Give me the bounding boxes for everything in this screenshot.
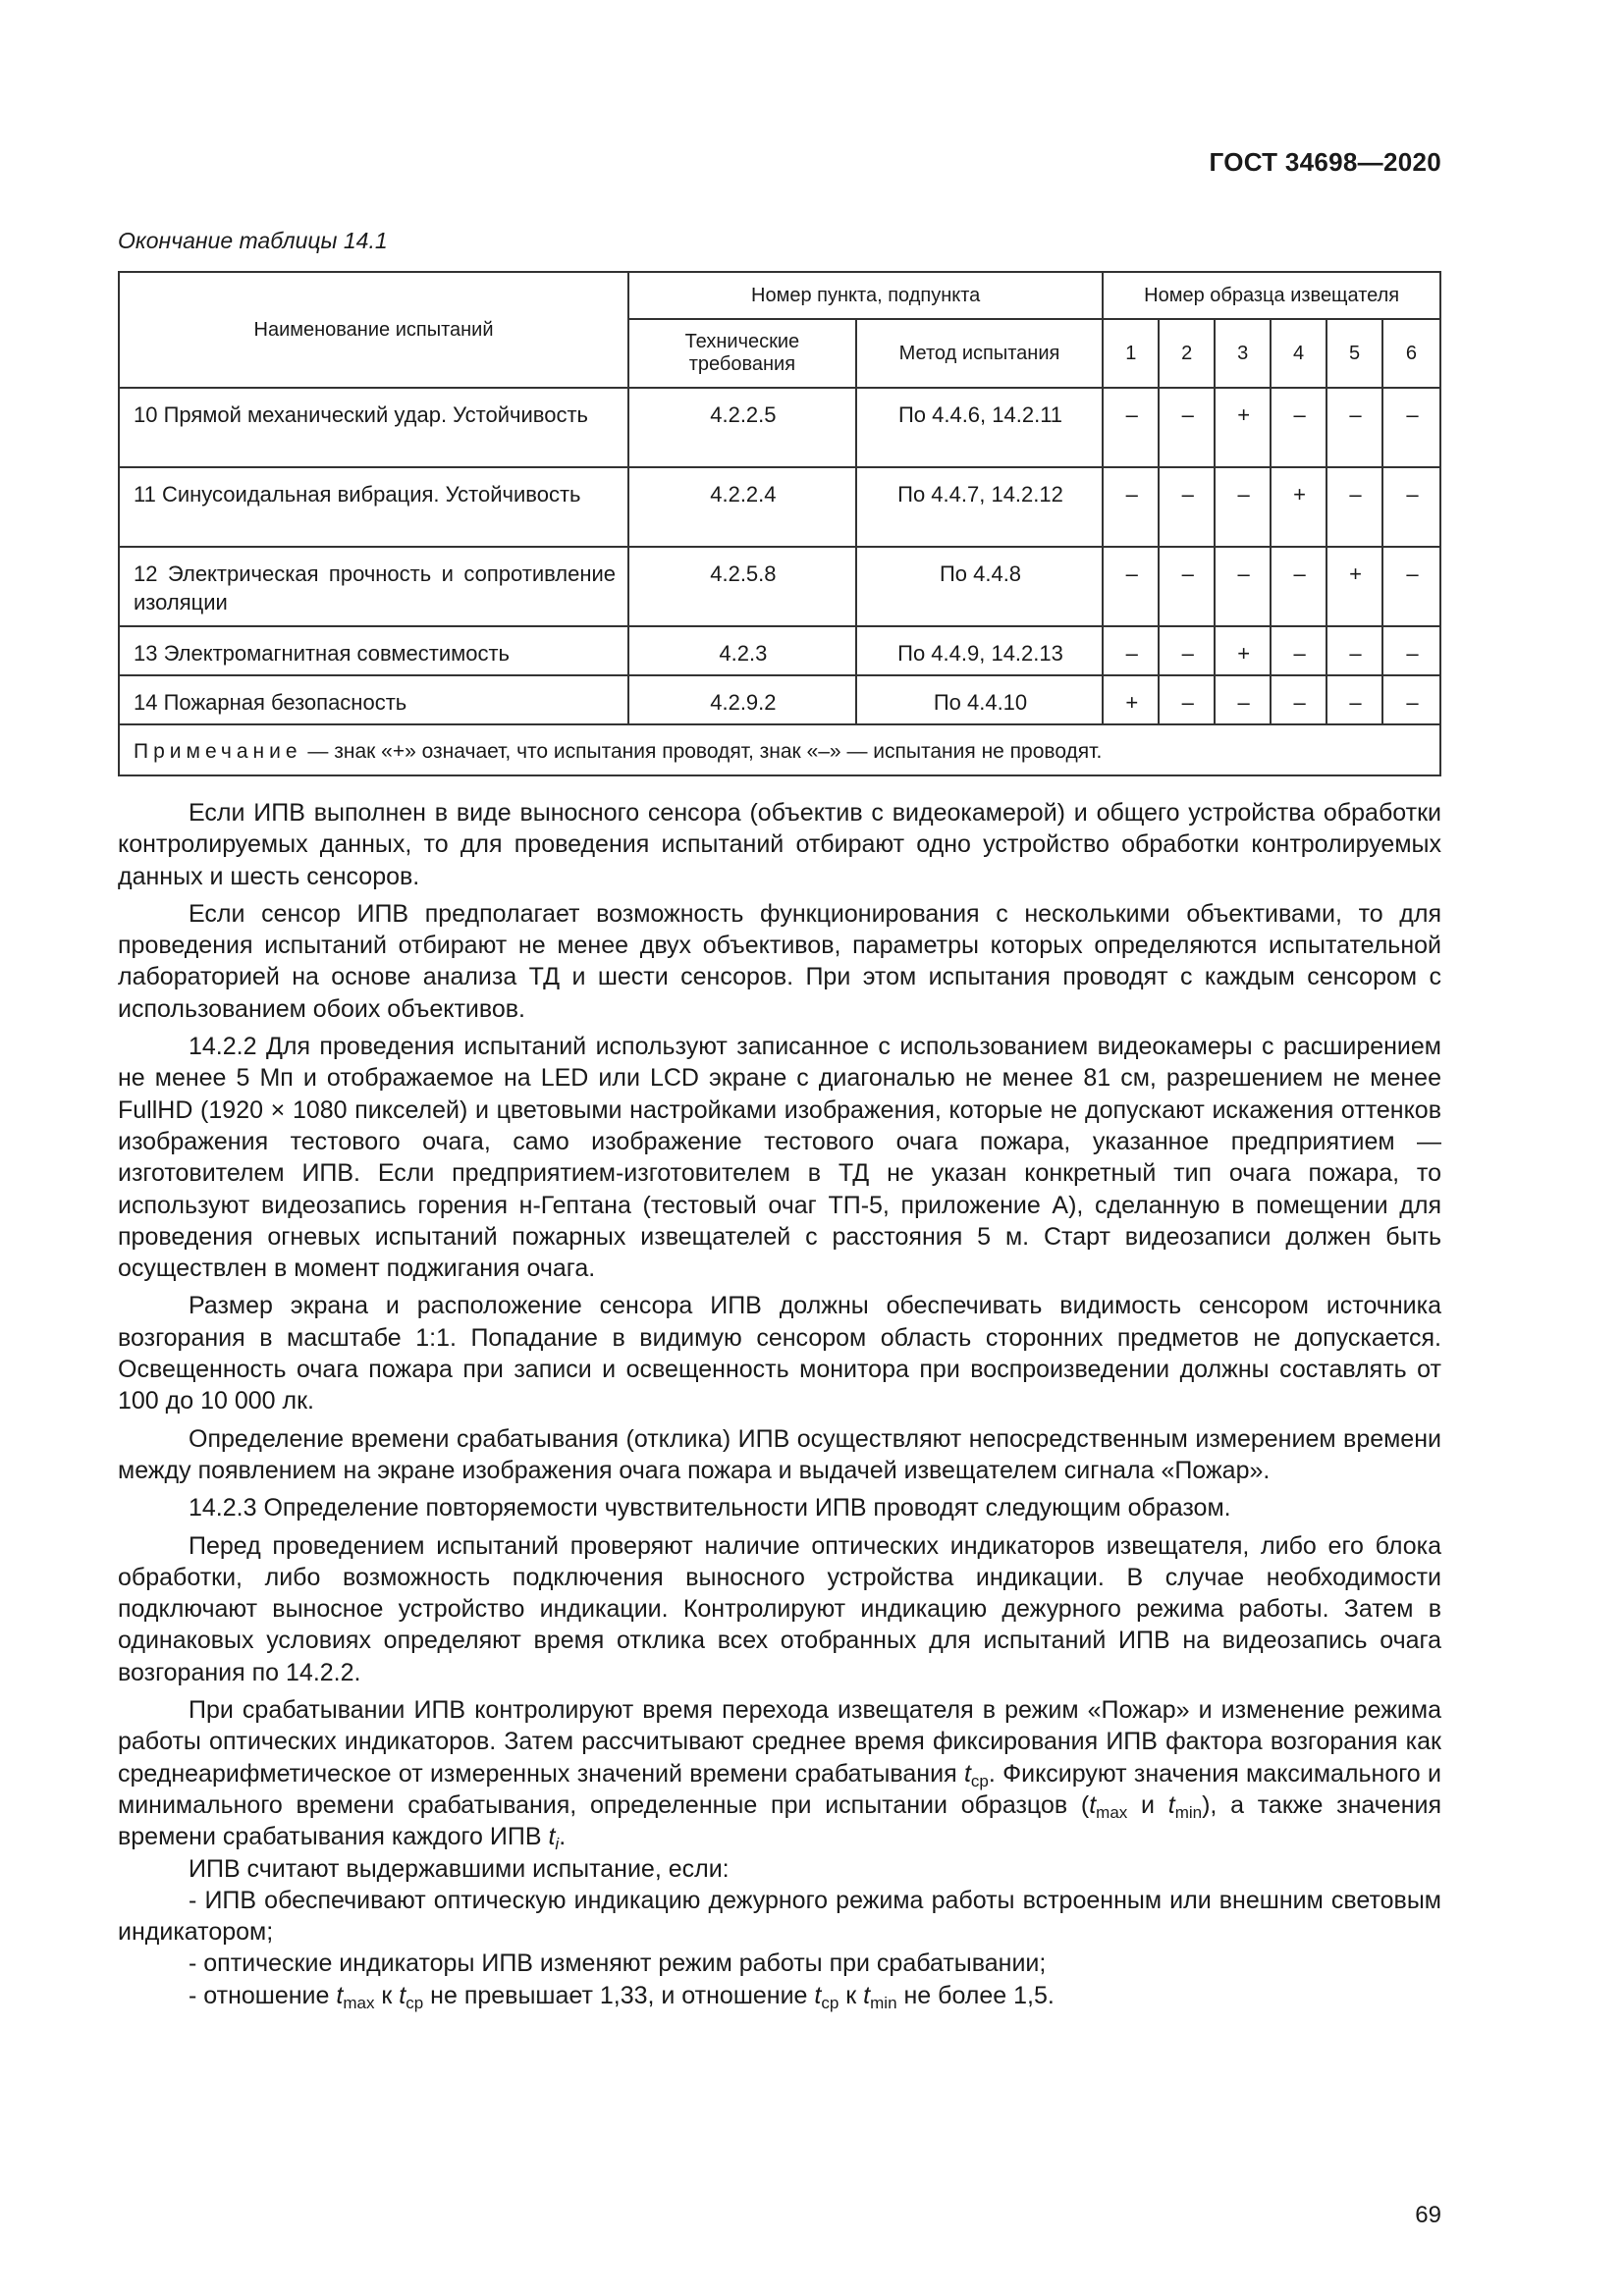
symbol-t: $t_{ср}$ xyxy=(399,1981,424,2012)
paragraph: Если ИПВ выполнен в виде выносного сенсора (объектив с видеокамерой) и общего устройства обработки контролируемых данных, то для проведения испытаний отбирают одно устройство обработки контролируемых данных и шесть сенсоров. xyxy=(118,799,1441,890)
sample-mark-cell: – xyxy=(1271,388,1326,467)
tech-requirements-cell: 4.2.2.5 xyxy=(628,388,856,467)
sample-mark-cell: + xyxy=(1215,626,1271,675)
test-method-cell: По 4.4.10 xyxy=(856,675,1104,724)
sample-mark-cell: – xyxy=(1159,388,1215,467)
col-group-samples-header: Номер образца извещателя xyxy=(1103,272,1440,319)
list-item: - ИПВ обеспечивают оптическую индикацию дежурного режима работы встроенным или внешним световым индикатором; xyxy=(118,1886,1441,1947)
sample-mark-cell: – xyxy=(1159,626,1215,675)
note-text: — знак «+» означает, что испытания проводят, знак «–» — испытания не проводят. xyxy=(301,740,1103,763)
sample-number-header: 2 xyxy=(1159,319,1215,388)
paragraph: Размер экрана и расположение сенсора ИПВ должны обеспечивать видимость сенсором источника возгорания в масштабе 1:1. Попадание в видимую сенсором область сторонних предметов не допускается. Освещенность очага пожара при записи и освещенность монитора при воспроизведении должны составлять от 100 до 10 000 лк. xyxy=(118,1292,1441,1415)
sample-mark-cell: – xyxy=(1382,626,1440,675)
test-method-cell: По 4.4.8 xyxy=(856,547,1104,626)
body-text xyxy=(118,797,1441,2011)
symbol-t: $t_{max}$ xyxy=(336,1981,375,2012)
col-tech-header: Технические требования xyxy=(628,319,856,388)
paragraph-formula: При срабатывании ИПВ контролируют время перехода извещателя в режим «Пожар» и изменение режима работы оптических индикаторов. Затем рассчитывают среднее время фиксирования ИПВ фактора возгорания как среднеарифметическое от измеренных значений времени срабатывания $t_{ср}$. Фиксируют значения максимального и минимального времени срабатывания, определенные при испытании образцов ($t_{max}$ и $t_{min}$), а также значения времени срабатывания каждого ИПВ $t_i$. xyxy=(118,1696,1442,1854)
sample-mark-cell: – xyxy=(1271,675,1326,724)
table-note xyxy=(119,724,1440,775)
paragraph: 14.2.3 Определение повторяемости чувствительности ИПВ проводят следующим образом. xyxy=(189,1494,1231,1522)
table-row xyxy=(119,388,1440,467)
sample-mark-cell: – xyxy=(1382,547,1440,626)
tech-requirements-cell: 4.2.3 xyxy=(628,626,856,675)
table-header-row xyxy=(119,272,1440,319)
symbol-t: $t_{max}$ xyxy=(1089,1790,1128,1822)
symbol-t: $t_{ср}$ xyxy=(814,1981,839,2012)
sample-mark-cell: – xyxy=(1382,467,1440,547)
test-name-cell: 13 Электромагнитная совместимость xyxy=(119,626,628,675)
sample-mark-cell: – xyxy=(1326,675,1382,724)
sample-mark-cell: – xyxy=(1103,547,1159,626)
page-number: 69 xyxy=(1415,2202,1441,2228)
list-item: - оптические индикаторы ИПВ изменяют режим работы при срабатывании; xyxy=(189,1949,1047,1978)
table-row xyxy=(119,547,1440,626)
sample-mark-cell: – xyxy=(1103,388,1159,467)
symbol-t: $t_{min}$ xyxy=(1167,1790,1203,1822)
test-method-cell: По 4.4.9, 14.2.13 xyxy=(856,626,1104,675)
sample-mark-cell: – xyxy=(1215,467,1271,547)
sample-mark-cell: – xyxy=(1271,547,1326,626)
sample-mark-cell: + xyxy=(1271,467,1326,547)
sample-number-header: 4 xyxy=(1271,319,1326,388)
sample-mark-cell: – xyxy=(1382,388,1440,467)
sample-mark-cell: – xyxy=(1103,467,1159,547)
sample-mark-cell: – xyxy=(1159,467,1215,547)
sample-mark-cell: – xyxy=(1159,547,1215,626)
test-name-cell: 11 Синусоидальная вибрация. Устойчивость xyxy=(119,467,628,547)
sample-mark-cell: – xyxy=(1159,675,1215,724)
table-row xyxy=(119,626,1440,675)
sample-mark-cell: + xyxy=(1103,675,1159,724)
table-note-row xyxy=(119,724,1440,775)
test-name-cell: 14 Пожарная безопасность xyxy=(119,675,628,724)
list-item: - отношение $t_{max}$ к $t_{ср}$ не превышает 1,33, и отношение $t_{ср}$ к $t_{min}$ не более 1,5. xyxy=(189,1981,1055,2012)
sample-mark-cell: + xyxy=(1215,388,1271,467)
sample-number-header: 5 xyxy=(1326,319,1382,388)
sample-mark-cell: – xyxy=(1326,388,1382,467)
tech-requirements-cell: 4.2.2.4 xyxy=(628,467,856,547)
sample-mark-cell: – xyxy=(1215,547,1271,626)
col-group-clause-header: Номер пункта, подпункта xyxy=(628,272,1103,319)
sample-number-header: 6 xyxy=(1382,319,1440,388)
sample-mark-cell: – xyxy=(1326,626,1382,675)
symbol-t: $t_{min}$ xyxy=(863,1981,897,2012)
test-method-cell: По 4.4.7, 14.2.12 xyxy=(856,467,1104,547)
paragraph: Перед проведением испытаний проверяют наличие оптических индикаторов извещателя, либо его блока обработки, либо возможность подключения выносного устройства индикации. В случае необходимости подключают выносное устройство индикации. Контролируют индикацию дежурного режима работы. Затем в одинаковых условиях определяют время отклика всех отобранных для испытаний ИПВ на видеозапись очага возгорания по 14.2.2. xyxy=(118,1531,1441,1686)
tests-table xyxy=(118,271,1441,776)
sample-mark-cell: + xyxy=(1326,547,1382,626)
test-name-cell: 10 Прямой механический удар. Устойчивость xyxy=(119,388,628,467)
document-title: ГОСТ 34698—2020 xyxy=(1209,147,1441,177)
sample-mark-cell: – xyxy=(1326,467,1382,547)
col-method-header: Метод испытания xyxy=(856,319,1104,388)
sample-mark-cell: – xyxy=(1103,626,1159,675)
paragraph: 14.2.2 Для проведения испытаний используют записанное с использованием видеокамеры с расширением не менее 5 Мп и отображаемое на LED или LCD экране с диагональю не менее 81 см, разрешением не менее FullHD (1920 × 1080 пикселей) и цветовыми настройками изображения, которые не допускают искажения оттенков изображения тестового очага, само изображение тестового очага пожара, указанное предприятием — изготовителем ИПВ. Если предприятием-изготовителем в ТД не указан конкретный тип очага пожара, то используют видеозапись горения н-Гептана (тестовый очаг ТП-5, приложение А), сделанную в помещении для проведения огневых испытаний пожарных извещателей с расстояния 5 м. Старт видеозаписи должен быть осуществлен в момент поджигания очага. xyxy=(118,1033,1441,1283)
sample-mark-cell: – xyxy=(1271,626,1326,675)
col-name-header: Наименование испытаний xyxy=(119,272,628,388)
paragraph: Определение времени срабатывания (отклика) ИПВ осуществляют непосредственным измерением времени между появлением на экране изображения очага пожара и выдачей извещателем сигнала «Пожар». xyxy=(118,1424,1441,1484)
table-row xyxy=(119,467,1440,547)
sample-mark-cell: – xyxy=(1215,675,1271,724)
paragraph: ИПВ считают выдержавшими испытание, если: xyxy=(189,1854,730,1883)
sample-mark-cell: – xyxy=(1382,675,1440,724)
test-name-cell: 12 Электрическая прочность и сопротивление изоляции xyxy=(119,547,628,626)
symbol-t: $t_{ср}$ xyxy=(963,1759,989,1790)
table-row xyxy=(119,675,1440,724)
note-label: Примечание xyxy=(134,740,302,763)
symbol-t: $t_i$ xyxy=(548,1823,560,1854)
paragraph: Если сенсор ИПВ предполагает возможность функционирования с несколькими объективами, то для проведения испытаний отбирают не менее двух объективов, параметры которых определяются испытательной лабораторией на основе анализа ТД и шести сенсоров. При этом испытания проводят с каждым сенсором с использованием обоих объективов. xyxy=(118,899,1441,1023)
sample-number-header: 3 xyxy=(1215,319,1271,388)
table-caption: Окончание таблицы 14.1 xyxy=(118,228,388,253)
tech-requirements-cell: 4.2.5.8 xyxy=(628,547,856,626)
sample-number-header: 1 xyxy=(1103,319,1159,388)
test-method-cell: По 4.4.6, 14.2.11 xyxy=(856,388,1104,467)
tech-requirements-cell: 4.2.9.2 xyxy=(628,675,856,724)
